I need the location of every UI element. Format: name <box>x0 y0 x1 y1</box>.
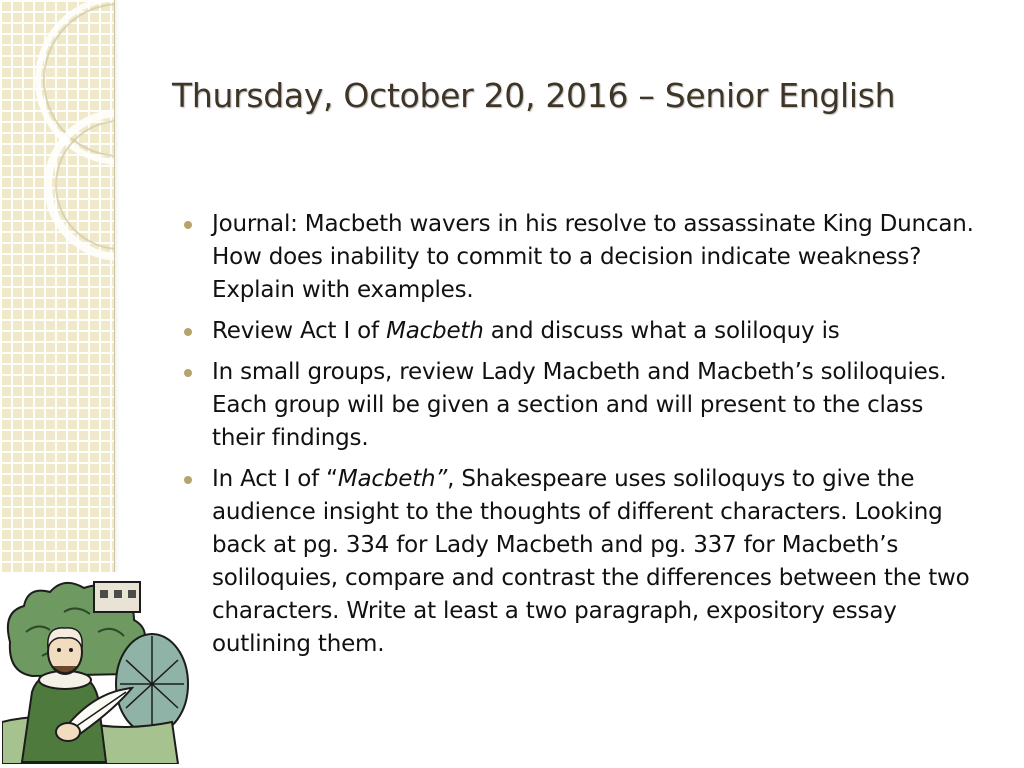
bullet-dot-icon <box>184 328 192 336</box>
side-panel-shadow <box>114 0 120 572</box>
bullet-text-before: Review Act I of <box>212 318 387 344</box>
slide-title: Thursday, October 20, 2016 – Senior English <box>172 76 896 115</box>
bullet-text-italic: Macbeth <box>386 318 484 344</box>
shakespeare-clipart-icon <box>2 572 192 764</box>
bullet-text-after: and discuss what a soliloquy is <box>483 318 840 344</box>
bullet-dot-icon <box>184 476 192 484</box>
decorative-rings-icon <box>0 0 114 572</box>
bullet-item-journal <box>182 208 982 307</box>
bullet-item-groups <box>182 356 982 455</box>
decorative-side-panel <box>0 0 115 572</box>
bullet-text-before: In Act I of “ <box>212 466 338 492</box>
bullet-dot-icon <box>184 221 192 229</box>
bullet-text-italic: Macbeth” <box>337 466 448 492</box>
bullet-text: Journal: Macbeth wavers in his resolve to assassinate King Duncan. How does inability to commit to a decision indicate weakness? Explain with examples. <box>212 211 974 303</box>
bullet-list <box>182 208 982 669</box>
bullet-text: In small groups, review Lady Macbeth and Macbeth’s soliloquies. Each group will be given a section and will present to the class their findings. <box>212 359 947 451</box>
bullet-dot-icon <box>184 369 192 377</box>
bullet-item-essay <box>182 463 982 661</box>
bullet-item-review <box>182 315 982 348</box>
bullet-text-after: , Shakespeare uses soliloquys to give the audience insight to the thoughts of different characters. Looking back at pg. 334 for Lady Macbeth and pg. 337 for Macbeth’s soliloquies, compare and contrast the differences between the two characters. Write at least a two paragraph, expository essay outlining them. <box>212 466 970 657</box>
